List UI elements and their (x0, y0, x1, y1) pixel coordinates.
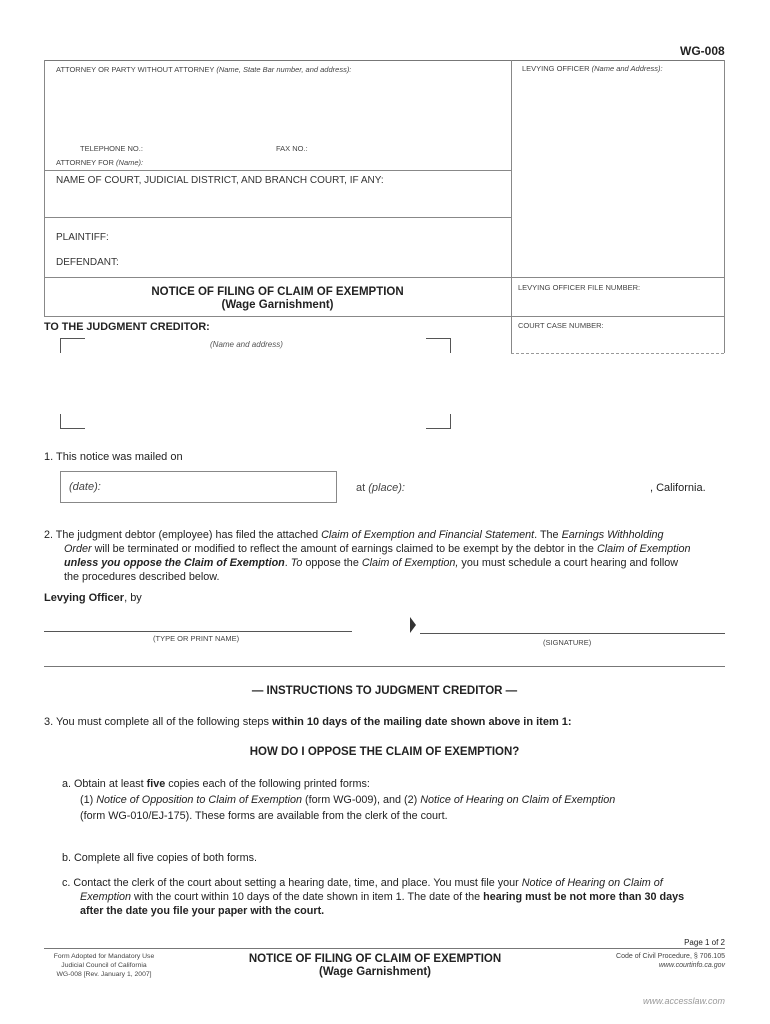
footer-subtitle: (Wage Garnishment) (318, 966, 432, 978)
step-a-text-2: copies each of the following printed forms: (165, 778, 370, 790)
place-hint: (place): (368, 482, 405, 494)
court-name-label[interactable]: NAME OF COURT, JUDICIAL DISTRICT, AND BRANCH COURT, IF ANY: (56, 175, 384, 186)
attorney-for-label: ATTORNEY FOR (56, 158, 114, 167)
signature-label: (SIGNATURE) (543, 638, 592, 647)
type-name-line[interactable] (44, 631, 352, 632)
instructions-divider (44, 666, 725, 667)
item2-paragraph (44, 528, 734, 584)
case-number-label[interactable]: COURT CASE NUMBER: (518, 321, 604, 330)
step-c-italic-1: Notice of Hearing on Claim of (521, 877, 663, 889)
step-a-text-4: (form WG-010/EJ-175). These forms are available from the clerk of the court. (80, 810, 448, 822)
step-a-text-1: a. Obtain at least (62, 778, 147, 790)
step-a-bold: five (146, 778, 166, 790)
form-subtitle: (Wage Garnishment) (221, 299, 334, 311)
address-corner-tr (426, 338, 451, 353)
step-c-text-1: c. Contact the clerk of the court about setting a hearing date, time, and place. You must file your (62, 877, 522, 889)
to-judgment-creditor: TO THE JUDGMENT CREDITOR: (44, 321, 210, 333)
parties-top-line (44, 217, 511, 218)
item2-text-6: you must schedule a court hearing and follow (458, 557, 679, 569)
court-top-line (44, 170, 511, 171)
footer-title: NOTICE OF FILING OF CLAIM OF EXEMPTION (248, 953, 502, 965)
header-divider (511, 60, 512, 353)
levying-officer-field[interactable] (522, 64, 663, 73)
item2-italic-5: To (290, 557, 303, 569)
form-wg010-name: Notice of Hearing on Claim of Exemption (420, 794, 616, 806)
item2-text-1: 2. The judgment debtor (employee) has filed the attached (44, 529, 322, 541)
item2-italic-4: Claim of Exemption (596, 543, 691, 555)
fax-label: FAX NO.: (276, 144, 308, 153)
page-number: Page 1 of 2 (684, 938, 725, 947)
watermark: www.accesslaw.com (642, 996, 725, 1006)
step-c (62, 876, 742, 918)
item2-italic-6: Claim of Exemption, (361, 557, 459, 569)
item2-italic-1: Claim of Exemption and Financial Statement (321, 529, 535, 541)
item3-text (44, 716, 572, 728)
case-bottom-line (511, 353, 724, 354)
header-right-border (724, 60, 725, 353)
plaintiff-label[interactable]: PLAINTIFF: (56, 232, 109, 243)
attorney-for-field[interactable] (56, 158, 143, 167)
form-number: WG-008 (680, 44, 725, 58)
item2-text-2: . The (534, 529, 562, 541)
address-corner-bl (60, 414, 85, 429)
step-c-bold-2: after the date you file your paper with the court. (80, 905, 325, 917)
place-field[interactable] (356, 482, 405, 494)
instructions-heading: — INSTRUCTIONS TO JUDGMENT CREDITOR — (251, 685, 518, 697)
levying-officer-label: LEVYING OFFICER (522, 64, 590, 73)
form-wg009-name: Notice of Opposition to Claim of Exemption (96, 794, 303, 806)
attorney-field[interactable] (56, 65, 351, 74)
item2-text-4: . (284, 557, 291, 569)
levying-officer-by: , by (124, 592, 142, 604)
case-top-line (44, 316, 725, 317)
item2-text-7: the procedures described below. (64, 571, 220, 583)
oppose-heading: HOW DO I OPPOSE THE CLAIM OF EXEMPTION? (249, 746, 520, 758)
header-left-border (44, 60, 45, 317)
title-top-line (44, 277, 725, 278)
adopted-line-2: Judicial Council of California (61, 962, 147, 969)
item2-bold-italic: unless you oppose the Claim of Exemption (64, 557, 285, 569)
attorney-label: ATTORNEY OR PARTY WITHOUT ATTORNEY (56, 65, 215, 74)
item2-italic-2: Earnings Withholding (561, 529, 664, 541)
step-b: b. Complete all five copies of both forms. (62, 852, 258, 864)
header-top-border (44, 60, 725, 61)
step-a-text-3: (form WG-009), and (2) (302, 794, 421, 806)
footer-top-line (44, 948, 725, 949)
california-text: , California. (650, 482, 706, 494)
adopted-line-3: WG-008 [Rev. January 1, 2007] (56, 971, 152, 978)
attorney-hint: (Name, State Bar number, and address): (216, 65, 352, 74)
address-corner-br (426, 414, 451, 429)
levying-officer-by-label: Levying Officer (44, 592, 125, 604)
item2-text-3: will be terminated or modified to reflect the amount of earnings claimed to be exempt by the debtor in the (91, 543, 597, 555)
step-c-bold-1: hearing must be not more than 30 days (483, 891, 685, 903)
place-at: at (356, 482, 366, 494)
step-a-num: (1) (80, 794, 97, 806)
type-name-label: (TYPE OR PRINT NAME) (153, 634, 240, 643)
item1-text: 1. This notice was mailed on (44, 451, 183, 463)
item2-italic-3: Order (64, 543, 92, 555)
form-title: NOTICE OF FILING OF CLAIM OF EXEMPTION (151, 286, 404, 298)
signature-arrow-icon (410, 617, 416, 633)
item3-bold: within 10 days of the mailing date shown above in item 1: (272, 716, 572, 728)
code-citation: Code of Civil Procedure, § 706.105 (616, 953, 725, 960)
mailed-date-field[interactable] (60, 471, 337, 503)
item3-plain: 3. You must complete all of the following steps (44, 716, 273, 728)
file-number-label[interactable]: LEVYING OFFICER FILE NUMBER: (518, 283, 641, 292)
defendant-label[interactable]: DEFENDANT: (56, 257, 119, 268)
footer-adopted (44, 952, 164, 979)
levying-officer-hint: (Name and Address): (591, 64, 663, 73)
address-corner-tl (60, 338, 85, 353)
date-label: (date): (69, 481, 101, 493)
footer-code (616, 952, 725, 970)
levying-officer-line (44, 592, 142, 604)
step-c-italic-2: Exemption (80, 891, 132, 903)
creditor-name-hint[interactable]: (Name and address) (210, 340, 283, 349)
step-a (62, 777, 732, 823)
telephone-label: TELEPHONE NO.: (80, 144, 143, 153)
attorney-for-hint: (Name): (116, 158, 144, 167)
signature-line[interactable] (420, 633, 725, 634)
item2-text-5: oppose the (302, 557, 362, 569)
step-c-text-2: with the court within 10 days of the date shown in item 1. The date of the (131, 891, 484, 903)
courtinfo-link[interactable]: www.courtinfo.ca.gov (658, 962, 725, 969)
adopted-line-1: Form Adopted for Mandatory Use (53, 953, 155, 960)
